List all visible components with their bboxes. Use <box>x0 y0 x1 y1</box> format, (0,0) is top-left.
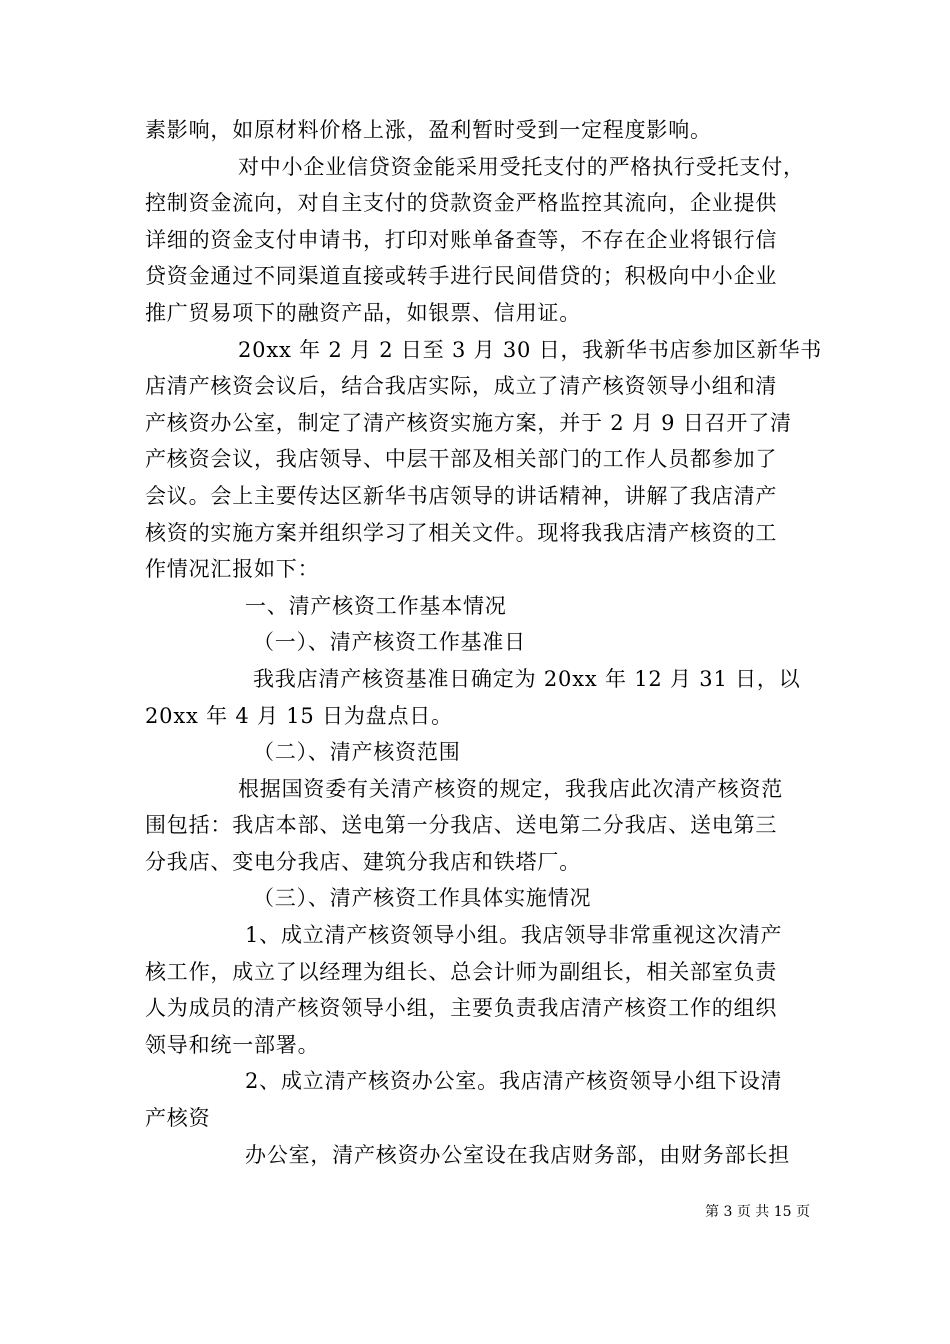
text-line: 作情况汇报如下： <box>145 557 320 582</box>
text-line: 核资的实施方案并组织学习了相关文件。现将我我店清产核资的工 <box>145 520 778 545</box>
text-line: 素影响，如原材料价格上涨，盈利暂时受到一定程度影响。 <box>145 118 712 142</box>
text-line: 领导和统一部署。 <box>145 1032 320 1057</box>
text-line: 办公室，清产核资办公室设在我店财务部，由财务部长担 <box>245 1142 790 1167</box>
text-line: 贷资金通过不同渠道直接或转手进行民间借贷的；积极向中小企业 <box>145 264 778 289</box>
page-number: 第 3 页 共 15 页 <box>705 1204 810 1220</box>
text-line: 对中小企业信贷资金能采用受托支付的严格执行受托支付， <box>238 154 805 179</box>
text-line: 会议。会上主要传达区新华书店领导的讲话精神，讲解了我店清产 <box>145 483 778 508</box>
text-line: 分我店、变电分我店、建筑分我店和铁塔厂。 <box>145 849 581 874</box>
text-line: 产核资办公室，制定了清产核资实施方案，并于 2 月 9 日召开了清 <box>145 410 792 435</box>
text-line: 1、成立清产核资领导小组。我店领导非常重视这次清产 <box>245 923 783 948</box>
text-line: 店清产核资会议后，结合我店实际，成立了清产核资领导小组和清 <box>145 374 778 399</box>
text-line: 推广贸易项下的融资产品，如银票、信用证。 <box>145 300 581 325</box>
text-line: 产核资 <box>145 1106 211 1131</box>
text-line: 20xx 年 4 月 15 日为盘点日。 <box>145 703 453 728</box>
text-line: 产核资会议，我店领导、中层干部及相关部门的工作人员都参加了 <box>145 447 778 472</box>
document-body <box>145 112 823 1173</box>
text-line: 根据国资委有关清产核资的规定，我我店此次清产核资范 <box>238 776 783 801</box>
subsection-heading: （二）、清产核资范围 <box>253 740 461 765</box>
text-line: 2、成立清产核资办公室。我店清产核资领导小组下设清 <box>245 1069 783 1094</box>
text-line: 控制资金流向，对自主支付的贷款资金严格监控其流向，企业提供 <box>145 191 778 216</box>
subsection-heading: （三）、清产核资工作具体实施情况 <box>253 886 592 911</box>
text-line: 围包括：我店本部、送电第一分我店、送电第二分我店、送电第三 <box>145 813 778 838</box>
text-line: 详细的资金支付申请书，打印对账单备查等，不存在企业将银行信 <box>145 227 778 252</box>
subsection-heading: （一）、清产核资工作基准日 <box>253 630 526 655</box>
text-line: 人为成员的清产核资领导小组，主要负责我店清产核资工作的组织 <box>145 996 778 1021</box>
text-line: 核工作，成立了以经理为组长、总会计师为副组长，相关部室负责 <box>145 959 778 984</box>
text-line: 我我店清产核资基准日确定为 20xx 年 12 月 31 日，以 <box>253 666 801 691</box>
text-line: 20xx 年 2 月 2 日至 3 月 30 日，我新华书店参加区新华书 <box>238 337 823 362</box>
section-heading: 一、清产核资工作基本情况 <box>245 593 507 618</box>
